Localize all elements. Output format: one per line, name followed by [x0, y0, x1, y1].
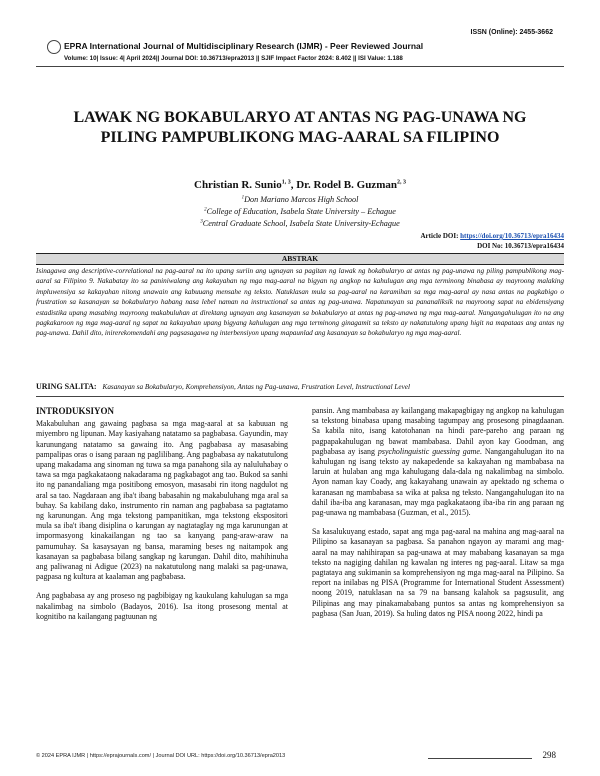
body-paragraph: Ang pagbabasa ay ang proseso ng pagbibigay ng kaukulang kahulugan sa mga nakalimbag na simbolo (Badayos, 2016). Isa itong prosesong mental at kognitibo na kailangang pagtuunan ng: [36, 591, 288, 621]
journal-title: EPRA International Journal of Multidisciplinary Research (IJMR) - Peer Reviewed Journal: [64, 41, 424, 51]
paper-title-line-1: LAWAK NG BOKABULARYO AT ANTAS NG PAG-UNAWA NG: [73, 109, 527, 126]
author-1: Christian R. Sunio: [194, 179, 282, 191]
journal-logo-icon: [47, 40, 61, 54]
body-paragraph: pansin. Ang mambabasa ay kailangang makapagbigay ng angkop na kahulugan sa tekstong binabasa upang masabing tagumpay ang prosesong pinagdaanan. Sa kabila nito, isang katotohanan na hindi pare-pareho ang paraan ng pagpapakahulugan ng bawat mambabasa. Dahil ayon kay Goodman, ang pagbabasa ay isang psycholinguistic guessing game. Nangangahulugan ito na kahulugan ng isang teksto ay nakapedende sa kakayahan ng mambabasa na laruin at hulaban ang mga kahulugang dala-dala ng nakalimbag na simbolo. Ayon naman kay Coady, ang kakayahang unawain ay apektado ng schema o karanasan ng mambabasa sa wika at paksa ng teksto. Nangangahulugan ito na dahil iba-iba ang karanasan, may mga pagkakataong iba-iba rin ang paraan ng pag-unawa ng mambabasa (Guzman, et al., 2015).: [312, 406, 565, 518]
affiliation-2: $^2$College of Education, Isabela State University – Echague: [204, 207, 396, 216]
footer-text: © 2024 EPRA IJMR | https://eprajournals.com/ | Journal DOI URL: https://doi.org/10.36713/epra2013: [36, 753, 286, 759]
author-1-sup: 1, 3: [281, 179, 291, 186]
abstract-heading: ABSTRAK: [36, 253, 564, 265]
author-2-sup: 2, 3: [396, 179, 406, 186]
article-doi-label: Article DOI:: [420, 232, 461, 240]
article-doi-link[interactable]: https://doi.org/10.36713/epra16434: [460, 232, 564, 240]
affiliation-1: $^1$Don Mariano Marcos High School: [241, 195, 359, 204]
keywords-label: URING SALITA:: [36, 382, 97, 391]
abstract-divider: [36, 396, 564, 397]
affiliation-3: $^3$Central Graduate School, Isabela State University-Echague: [200, 219, 400, 228]
author-line: [40, 179, 560, 191]
article-doi: [421, 232, 565, 240]
issn-label: ISSN (Online): 2455-3662: [470, 29, 553, 36]
body-paragraph: Sa kasalukuyang estado, sapat ang mga pag-aaral na mahina ang mag-aaral na Pilipino sa kasanayan sa pagbasa. Sa panahon ngayon ay marami ang mag-aaral na may nahihirapan sa pag-unawa at may mababang kasanayan sa mga teksto na nagiging dahilan ng kawalan ng interes ng pag-aaral. Litaw sa mga pagtataya ang sukimanin sa komprehensiyon ng mga mag-aaral na Pilipino. Sa report na inilabas ng PISA (Programme for International Student Assessment) noong 2019, natuklasan na sa 79 na bansang kalahok sa pagsusulit, ang Pilipinas ang may pinakamababang puntos sa antas ng komprehensiyon sa pagbasa (San Juan, 2019). Sa huling datos ng PISA noong 2022, hindi pa: [312, 527, 564, 618]
header-divider: [36, 66, 564, 67]
left-column: [36, 406, 288, 631]
right-column: [312, 406, 564, 628]
journal-meta: Volume: 10| Issue: 4| April 2024|| Journal DOI: 10.36713/epra2013 || SJIF Impact Factor 2024: 8.402 || ISI Value: 1.188: [64, 55, 403, 62]
author-separator: ,: [290, 179, 297, 191]
paper-title: [40, 108, 560, 148]
keywords-value: Kasanayan sa Bokabularyo, Komprehensiyon, Antas ng Pag-unawa, Frustration Level, Instructional Level: [102, 383, 410, 391]
section-heading: INTRODUKSIYON: [36, 406, 115, 416]
abstract-text: Isinagawa ang descriptive-correlational na pag-aaral na ito upang suriin ang ugnayan sa pagitan ng lawak ng bokabularyo at antas ng pag-unawa ng piling pampublikong mag-aaral sa Filipino 9. Nakabatay ito sa paniniwalang ang kakayahan ng mga mag-aaral na bigyan ng angkop na kahulugan ang mga terminong binabasa ay mayroong malaking impluwensiya sa kakayahan nitong unawain ang kabuuang mensahe ng teksto. Natuklasan mula sa pag-aaral na karamihan sa mga mag-aaral ay nasa antas na pagkabigo o frustration sa kasanayan sa bokabularyo habang nasa lebel naman na instructional sa antas ng pag-unawa. Napatunayan sa pananaliksik na mayroong sapat na ebidensiyang estadistika upang masabing mayroong makabuluhan at direktang ugnayan ang kasanayan sa bokabularyo at antas ng pag-unawa ng mga mag-aaral. Nangangahulugan ito na ang pagkakaroon ng mga mag-aaral ng sapat na kakayahan upang bigyang kahulugan ang mga terminong ginagamit sa teksto ay nakatutulong upang higit na mapataas ang antas ng pag-unawa. Dahil dito, inirerekomendahi ang pagsasagawa ng interbensiyon upang mapaunlad ang kasanayan sa bokabularyo ng mga mag-aaral.: [36, 267, 564, 338]
doi-number: DOI No: 10.36713/epra16434: [477, 242, 564, 250]
footer-rule: [428, 758, 532, 759]
keywords: [36, 382, 564, 392]
body-paragraph: Makabuluhan ang gawaing pagbasa sa mga mag-aaral at sa kabuuan ng miyembro ng lipunan. May kasiyahang natatamo sa pagbabasa. Gayundin, may karunungang natatamo sa gawaing ito. Ang pagbabasa ay masasabing pampalipas oras o isang paraan ng paglilibang. Ang pagbabasa ay nakatutulong upang makadama ang sinoman ng tuwa sa mga panahong sila ay naluluhabay o tawa sa mga pagkakataong nakadarama ng pagkabagot ang tao. Bukod sa sanhi ito ng panandaliang mga positibong emosyon, masasabi rin itong nagdulot ng aral sa tao. Nagdaraan ang iba't ibang babasahin ng makabuluhang mga aral sa buhay. Sa kabilang dako, instrumento rin naman ang pagbabasa sa pagtatamo ng karunungan. Ang mga tekstong pampanitikan, mga tekstong ekspositori mula sa iba't ibang disiplina o karungan ay nagtataglay ng mga karunungan at impormasyong kinakailangan ng tao sa kanyang pang-araw-araw na pamumuhay. Sa kasaysayan ng bansa, maraming beses ng naitampok ang kasanayan sa pagbabasa bilang sangkap ng karungan. Dahil dito, mahihinuha ang paliwanag ni Adigue (2023) na nakatutulong nang malaki sa pag-unawa, pagpasa ng kultura at kaalaman ang pagbabasa.: [36, 419, 288, 582]
page-number: 298: [542, 750, 556, 760]
paper-title-line-2: PILING PAMPUBLIKONG MAG-AARAL SA FILIPINO: [100, 129, 500, 146]
author-2: Dr. Rodel B. Guzman: [296, 179, 397, 191]
